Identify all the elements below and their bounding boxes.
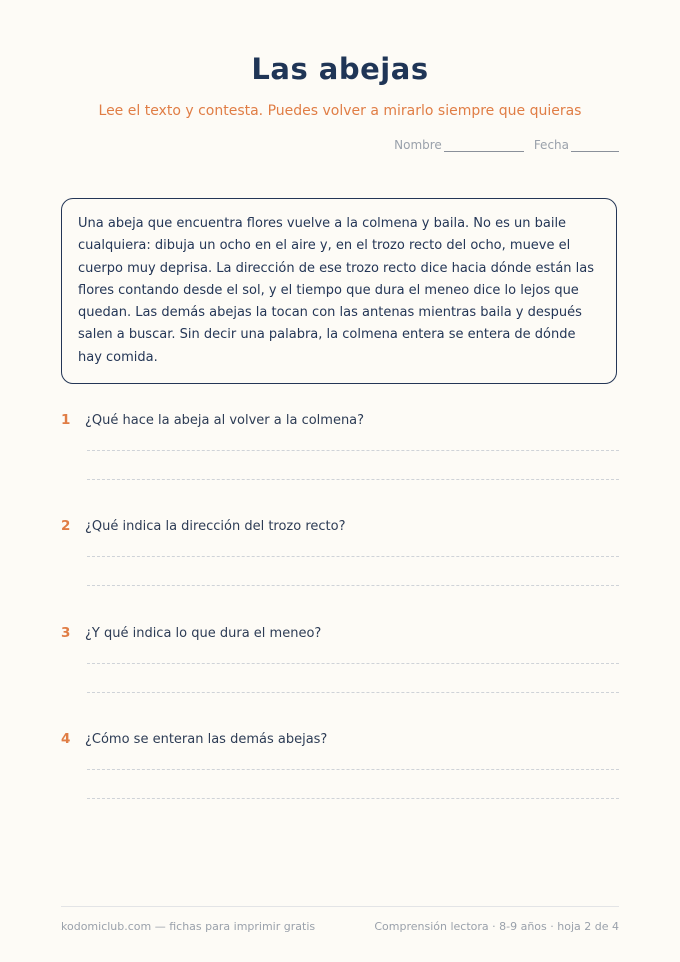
question-text: ¿Qué hace la abeja al volver a la colmena? xyxy=(85,412,365,428)
answer-line[interactable] xyxy=(87,692,619,693)
question-number: 3 xyxy=(61,625,71,641)
answer-line[interactable] xyxy=(87,798,619,799)
instructions: Lee el texto y contesta. Puedes volver a mirarlo siempre que quieras xyxy=(98,103,582,119)
footer-site: kodomiclub.com — fichas para imprimir gratis xyxy=(61,920,316,933)
student-info xyxy=(394,138,619,152)
page-title: Las abejas xyxy=(251,52,429,86)
question-4 xyxy=(61,729,619,799)
answer-line[interactable] xyxy=(87,450,619,451)
question-number: 1 xyxy=(61,412,71,428)
answer-line[interactable] xyxy=(87,663,619,664)
name-line[interactable] xyxy=(444,139,524,152)
footer-page-info: Comprensión lectora · 8-9 años · hoja 2 de 4 xyxy=(374,920,619,933)
answer-line[interactable] xyxy=(87,585,619,586)
question-2 xyxy=(61,516,619,586)
date-field[interactable] xyxy=(534,138,619,152)
question-3 xyxy=(61,623,619,693)
answer-line[interactable] xyxy=(87,479,619,480)
reading-passage: Una abeja que encuentra flores vuelve a la colmena y baila. No es un baile cualquiera: dibuja un ocho en el aire y, en el trozo recto del ocho, mueve el cuerpo muy deprisa. La dirección de ese trozo recto dice hacia dónde están las flores contando desde el sol, y el tiempo que dura el meneo dice lo lejos que quedan. Las demás abejas la tocan con las antenas mientras baila y después salen a buscar. Sin decir una palabra, la colmena entera se entera de dónde hay comida. xyxy=(61,198,617,384)
date-label: Fecha xyxy=(533,138,569,152)
question-text: ¿Cómo se enteran las demás abejas? xyxy=(85,731,328,747)
name-label: Nombre xyxy=(394,138,442,152)
question-number: 4 xyxy=(61,731,71,747)
question-number: 2 xyxy=(61,518,71,534)
footer xyxy=(61,920,619,933)
answer-line[interactable] xyxy=(87,769,619,770)
question-1 xyxy=(61,410,619,480)
footer-divider xyxy=(61,906,619,907)
answer-line[interactable] xyxy=(87,556,619,557)
date-line[interactable] xyxy=(571,139,619,152)
question-text: ¿Y qué indica lo que dura el meneo? xyxy=(85,625,322,641)
name-field[interactable] xyxy=(394,138,524,152)
question-text: ¿Qué indica la dirección del trozo recto? xyxy=(85,518,346,534)
